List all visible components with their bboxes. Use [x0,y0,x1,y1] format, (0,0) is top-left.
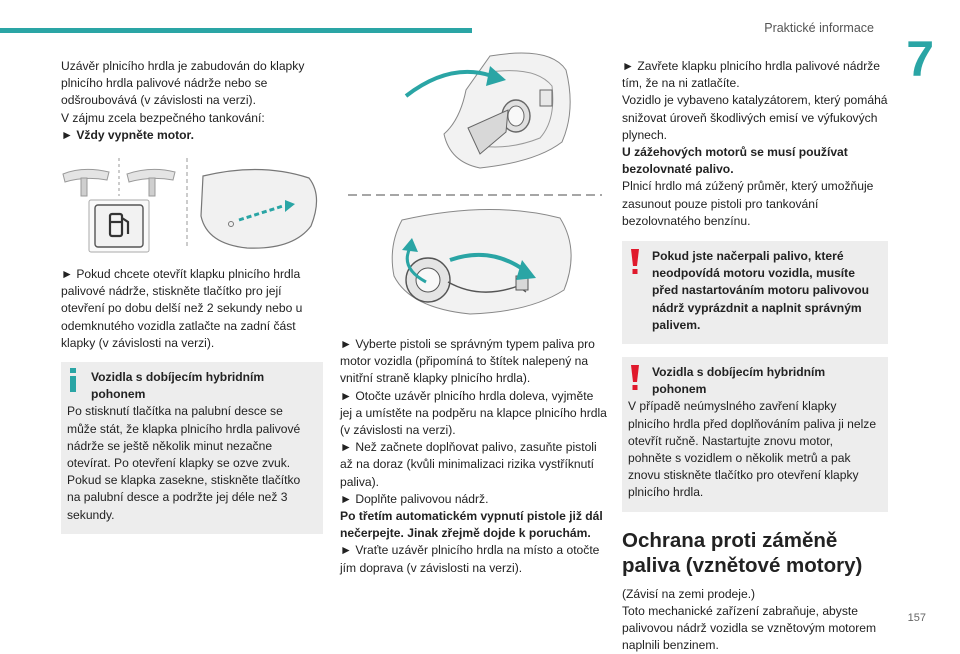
warning-text-2: V případě neúmyslného zavření klapky plnicího hrdla před doplňováním paliva ji nelze otevřít ručně. Nastartujte znovu motor, pohněte s vozidlem o několik metrů a pak znovu stiskněte tlačítko pro otevření klapky plnicího hrdla. [628,399,877,500]
page-number: 157 [907,612,926,624]
intro-text: Uzávěr plnicího hrdla je zabudován do klapky plnicího hrdla palivové nádrže nebo se odšroubovává (v závislosti na verzi). [61,59,305,108]
fuel-button-illustration [61,156,323,256]
section-text-1: (Závisí na zemi prodeje.) [622,586,756,601]
step-replace-cap: ► Vraťte uzávěr plnicího hrdla na místo a otočte jím doprava (v závislosti na verzi). [340,543,600,575]
info-icon [66,368,80,394]
warning-icon [631,249,639,275]
info-title: Vozidla s dobíjecím hybridním pohonem [91,370,265,402]
info-box [61,362,323,534]
chapter-number: 7 [906,31,934,87]
step-fill-tank: ► Doplňte palivovou nádrž. [340,491,489,506]
fuel-cap-illustration [340,50,608,322]
step-open-flap: ► Pokud chcete otevřít klapku plnicího hrdla palivové nádrže, stiskněte tlačítko pro její otevření po dobu delší než 2 sekundy nebo u odemknutého vozidla zatlačte na zadní část klapky (v závislosti na verzi). [61,267,303,350]
step-select-nozzle: ► Vyberte pistoli se správným typem paliva pro motor vozidla (připomíná to štítek nalepený na vnitřní straně klapky plnicího hrdla). [340,337,595,386]
info-text: Po stisknutí tlačítka na palubní desce se může stát, že klapka plnicího hrdla palivové nádrže se ještě několik minut nezačne otevírat. Po otevření klapky se ozve zvuk. Pokud se klapka zasekne, stiskněte tlačítko na palubní desce a podržte jej déle než 3 sekundy. [67,404,301,522]
step-warning-cutoff: Po třetím automatickém vypnutí pistole již dál nečerpejte. Jinak zřejmě dojde k poruchám. [340,509,603,541]
warning-icon [631,365,639,391]
column-3 [622,58,888,654]
warning-box-1 [622,241,888,344]
warning-title-2: Vozidla s dobíjecím hybridním pohonem [652,365,826,397]
step-remove-cap: ► Otočte uzávěr plnicího hrdla doleva, vyjměte jej a umístěte na podpěru na klapce plnicího hrdla (v závislosti na verzi). [340,388,607,438]
section-text-2: Toto mechanické zařízení zabraňuje, abyste palivovou nádrž vozidla se vznětovým motorem naplnili benzinem. [622,603,877,653]
unleaded-required: U zážehových motorů se musí používat bezolovnaté palivo. [622,145,848,177]
step-stop-engine: ► Vždy vypněte motor. [61,127,194,142]
warning-box-2 [622,357,888,512]
intro-text-2: V zájmu zcela bezpečného tankování: [61,110,265,125]
header-title: Praktické informace [764,21,874,35]
section-title: Ochrana proti záměně paliva (vznětové motory) [622,528,863,577]
step-insert-nozzle: ► Než začnete doplňovat palivo, zasuňte pistoli až na doraz (kvůli minimalizaci rizika vystříknutí paliva). [340,440,597,489]
header-bar [0,28,472,33]
catalyst-text: Vozidlo je vybaveno katalyzátorem, který pomáhá snižovat úroveň škodlivých emisí ve výfukových plynech. [622,93,888,142]
warning-text-1: Pokud jste načerpali palivo, které neodpovídá motoru vozidla, musíte před nastartováním motoru palivovou nádrž vyprázdnit a naplnit správným palivem. [652,249,870,332]
column-2 [340,58,608,577]
step-close-flap: ► Zavřete klapku plnicího hrdla palivové nádrže tím, že na ni zatlačíte. [622,59,881,91]
filler-neck-text: Plnicí hrdlo má zúžený průměr, který umožňuje zasunout pouze pistoli pro tankování bezolovnatého benzínu. [622,179,874,228]
column-1 [61,58,323,534]
